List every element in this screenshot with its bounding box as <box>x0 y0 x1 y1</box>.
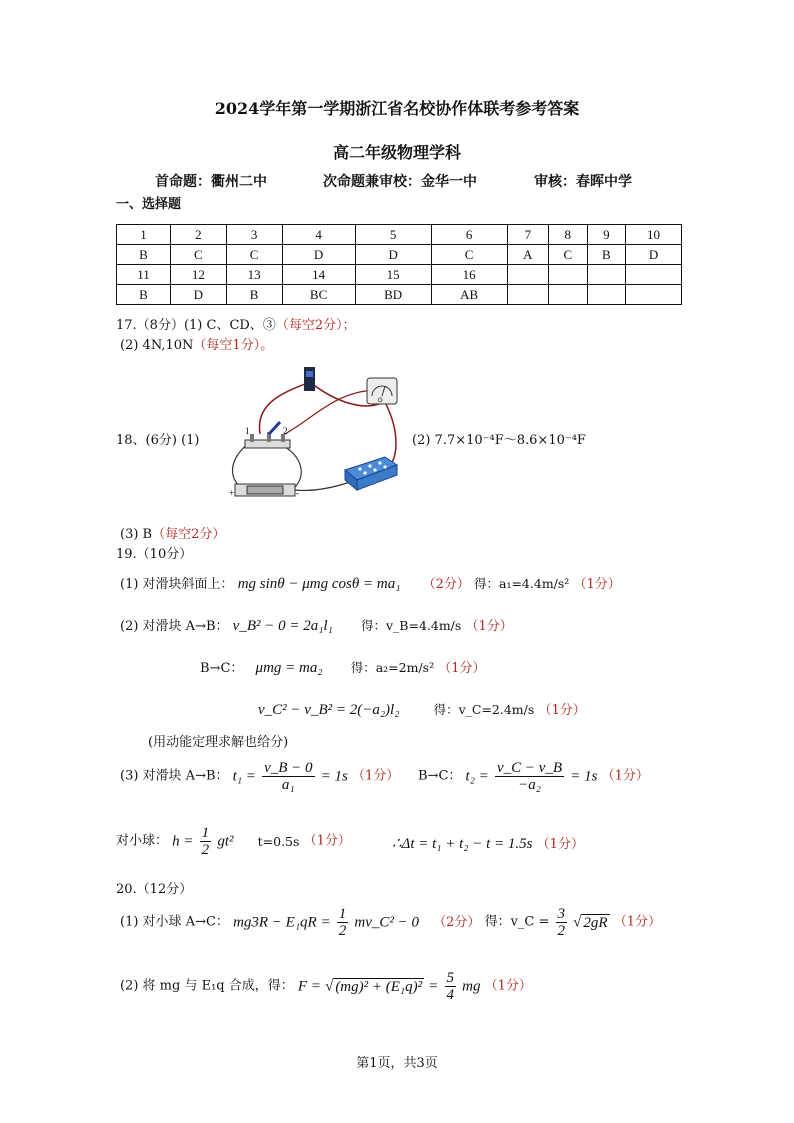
q19-p3-label: B→C： <box>200 661 244 676</box>
q20-p1-eq-b: mv_C² − 0 <box>354 914 419 931</box>
table-cell: 8 <box>549 225 588 245</box>
q19-p6-t1: t₁ = <box>232 768 256 785</box>
table-cell: 7 <box>507 225 548 245</box>
table-cell: B <box>117 245 171 265</box>
q19-p7-numerator: 1 <box>201 825 210 841</box>
q19-part1 <box>120 573 621 593</box>
table-cell: 2 <box>170 225 226 245</box>
q19-p6b-score: （1分） <box>601 768 649 784</box>
q19-p7-t: t=0.5s <box>257 833 300 849</box>
q19-p2-result: 得：v_B=4.4m/s <box>360 618 462 633</box>
q20-p1-result-sqrt: 2gR <box>583 914 608 931</box>
table-cell: C <box>431 245 507 265</box>
table-cell: 1 <box>117 225 171 245</box>
q18-label: 18、(6分) (1) <box>116 433 200 448</box>
battery-plus: + <box>229 488 235 498</box>
q20-p2-eq-a: F = <box>297 978 321 995</box>
table-cell: 16 <box>431 265 507 285</box>
table-cell <box>626 265 682 285</box>
table-cell: 5 <box>355 225 431 245</box>
q19-p7-denominator: 2 <box>201 842 210 858</box>
q19-part7-delta <box>392 833 584 853</box>
q19-p2-label: (2) 对滑块 A→B： <box>120 619 229 634</box>
q19-header: 19.（10分） <box>116 547 193 562</box>
table-row <box>117 245 682 265</box>
q20-p2-numerator: 5 <box>446 970 455 986</box>
q20-p2-denominator: 4 <box>446 987 455 1003</box>
table-cell: BC <box>282 285 355 305</box>
q17-answer-1: 17.（8分）(1) C、CD、③ <box>116 318 276 333</box>
q19-part7 <box>116 825 351 858</box>
q19-p4-score: （1分） <box>538 703 586 718</box>
table-cell: 4 <box>282 225 355 245</box>
credit-second: 次命题兼审校：金华一中 <box>323 174 477 190</box>
q19-p1-result-score: （1分） <box>573 577 621 592</box>
q19-p7-tail: gt² <box>217 833 234 850</box>
section-choice-heading: 一、选择题 <box>116 197 182 212</box>
q19-p4-equation: v_C² − v_B² = 2(−a₂)l₂ <box>258 702 400 718</box>
q19-p7-fraction <box>200 825 212 858</box>
q17-answer-2: (2) 4N,10N <box>120 338 194 353</box>
table-cell <box>626 285 682 305</box>
q19-p6-score: （1分） <box>352 768 400 784</box>
galvanometer-label: G <box>378 398 383 404</box>
q19-part6b <box>418 760 649 793</box>
table-cell: 14 <box>282 265 355 285</box>
q19-p7-score: （1分） <box>303 833 351 849</box>
q19-p7-label: 对小球： <box>116 833 169 849</box>
q20-p2-label: (2) 将 mg 与 E₁q 合成，得： <box>120 978 294 994</box>
q19-p7-delta-score: （1分） <box>536 837 584 852</box>
q19-p1-score: （2分） <box>422 577 470 592</box>
table-cell: 15 <box>355 265 431 285</box>
q20-p1-result-score: （1分） <box>613 914 661 930</box>
q20-p1-result: 得：v_C = <box>484 914 550 930</box>
answer-table <box>116 224 682 305</box>
q19-p6b-label: B→C： <box>418 768 462 784</box>
q19-p6-fraction <box>262 760 314 793</box>
table-cell: B <box>587 245 626 265</box>
page-footer: 第1页，共3页 <box>356 1056 438 1071</box>
q20-p1-result-numerator: 3 <box>557 906 566 922</box>
q19-note: (用动能定理求解也给分) <box>148 735 289 750</box>
table-cell: D <box>282 245 355 265</box>
q18-answer-3: (3) B <box>120 527 153 542</box>
q19-p1-equation: mg sinθ − μmg cosθ = ma₁ <box>237 576 401 592</box>
q19-p6-denominator: a₁ <box>281 777 295 793</box>
table-cell: 6 <box>431 225 507 245</box>
q19-p6-label: (3) 对滑块 A→B： <box>120 768 229 784</box>
q19-p6-numerator: v_B − 0 <box>264 760 313 776</box>
table-cell: D <box>626 245 682 265</box>
q19-p1-label: (1) 对滑块斜面上： <box>120 577 234 592</box>
credit-review: 审核：春晖中学 <box>534 174 632 190</box>
q17-line1 <box>116 314 356 333</box>
q19-part2 <box>120 615 513 635</box>
table-cell <box>587 285 626 305</box>
q20-p2-fraction <box>445 970 457 1003</box>
q19-p3-score: （1分） <box>438 661 486 676</box>
q20-p1-score: （2分） <box>433 914 481 930</box>
q19-p6b-fraction <box>495 760 564 793</box>
table-cell: BD <box>355 285 431 305</box>
q18-part2: (2) 7.7×10⁻⁴F～8.6×10⁻⁴F <box>412 433 586 448</box>
page-title: 2024学年第一学期浙江省名校协作体联考参考答案 <box>214 99 580 118</box>
q20-p1-denominator: 2 <box>338 923 347 939</box>
q19-part4 <box>258 699 586 719</box>
table-cell: D <box>170 285 226 305</box>
table-cell: D <box>355 245 431 265</box>
table-cell: C <box>549 245 588 265</box>
q19-p2-equation: v_B² − 0 = 2a₁l₁ <box>232 618 333 634</box>
q17-score-2: （每空1分）。 <box>193 338 274 353</box>
table-cell: C <box>226 245 282 265</box>
table-cell: C <box>170 245 226 265</box>
table-cell: 11 <box>117 265 171 285</box>
table-cell <box>549 285 588 305</box>
q19-p2-score: （1分） <box>465 619 513 634</box>
circuit-diagram <box>225 362 405 507</box>
q20-p1-result-fraction <box>556 906 568 939</box>
table-cell: 10 <box>626 225 682 245</box>
q20-part1: (1) 对小球 A→C： mg3R − E₁qR = $\frac{1}{2}$ mv_C² − 0 （2分） 得：v_C = $\frac{3}{2}$ √ 2gR （1分） <box>120 906 661 939</box>
q20-p1-fraction <box>337 906 349 939</box>
q19-p6b-t2: t₂ = <box>465 768 489 785</box>
q20-p2-tail: mg <box>462 978 481 995</box>
q17-score-1: （每空2分）； <box>275 318 356 333</box>
table-cell <box>507 265 548 285</box>
table-cell: AB <box>431 285 507 305</box>
table-row <box>117 285 682 305</box>
q20-p1-label: (1) 对小球 A→C： <box>120 914 229 930</box>
switch-terminal-2: 2 <box>283 426 288 436</box>
q19-p6b-denominator: −a₂ <box>518 777 541 793</box>
q20-p2-sqrt: (mg)² + (E₁q)² <box>335 978 423 995</box>
credit-first: 首命题：衢州二中 <box>155 174 267 190</box>
q20-header: 20.（12分） <box>116 882 193 897</box>
q19-p7-delta: ∴Δt = t₁ + t₂ − t = 1.5s <box>392 836 533 852</box>
table-cell: B <box>117 285 171 305</box>
q18-score-3: （每空2分） <box>152 527 226 542</box>
q17-line2 <box>120 334 273 353</box>
table-cell: 3 <box>226 225 282 245</box>
table-row <box>117 265 682 285</box>
q19-p4-result: 得：v_C=2.4m/s <box>433 702 535 717</box>
q20-p1-result-denominator: 2 <box>557 923 566 939</box>
q20-p2-score: （1分） <box>484 978 532 994</box>
q19-p6-tail: = 1s <box>320 768 348 785</box>
battery-minus: - <box>296 488 299 498</box>
q20-p1-eq-a: mg3R − E₁qR = <box>233 914 331 931</box>
q19-part3 <box>200 657 486 677</box>
q20-part2: (2) 将 mg 与 E₁q 合成，得： F = √ (mg)² + (E₁q)² = $\frac{5}{4}$ mg （1分） <box>120 970 532 1003</box>
table-row <box>117 225 682 245</box>
q19-p6b-tail: = 1s <box>570 768 598 785</box>
table-cell <box>549 265 588 285</box>
table-cell <box>507 285 548 305</box>
table-cell: B <box>226 285 282 305</box>
q19-p3-equation: μmg = ma₂ <box>255 660 323 676</box>
page-subtitle: 高二年级物理学科 <box>332 143 461 162</box>
table-cell <box>587 265 626 285</box>
q19-p3-result: 得：a₂=2m/s² <box>350 660 435 675</box>
table-cell: 9 <box>587 225 626 245</box>
q19-p6b-numerator: v_C − v_B <box>496 760 563 776</box>
q20-p2-eq-b: = <box>428 978 439 995</box>
q19-p1-result: 得：a₁=4.4m/s² <box>474 576 570 591</box>
q18-part3 <box>120 523 225 542</box>
table-cell: 13 <box>226 265 282 285</box>
table-cell: A <box>507 245 548 265</box>
q20-p1-numerator: 1 <box>338 906 347 922</box>
table-cell: 12 <box>170 265 226 285</box>
q19-part6 <box>120 760 399 793</box>
switch-terminal-1: 1 <box>245 426 250 436</box>
q19-p7-h: h = <box>172 833 194 850</box>
